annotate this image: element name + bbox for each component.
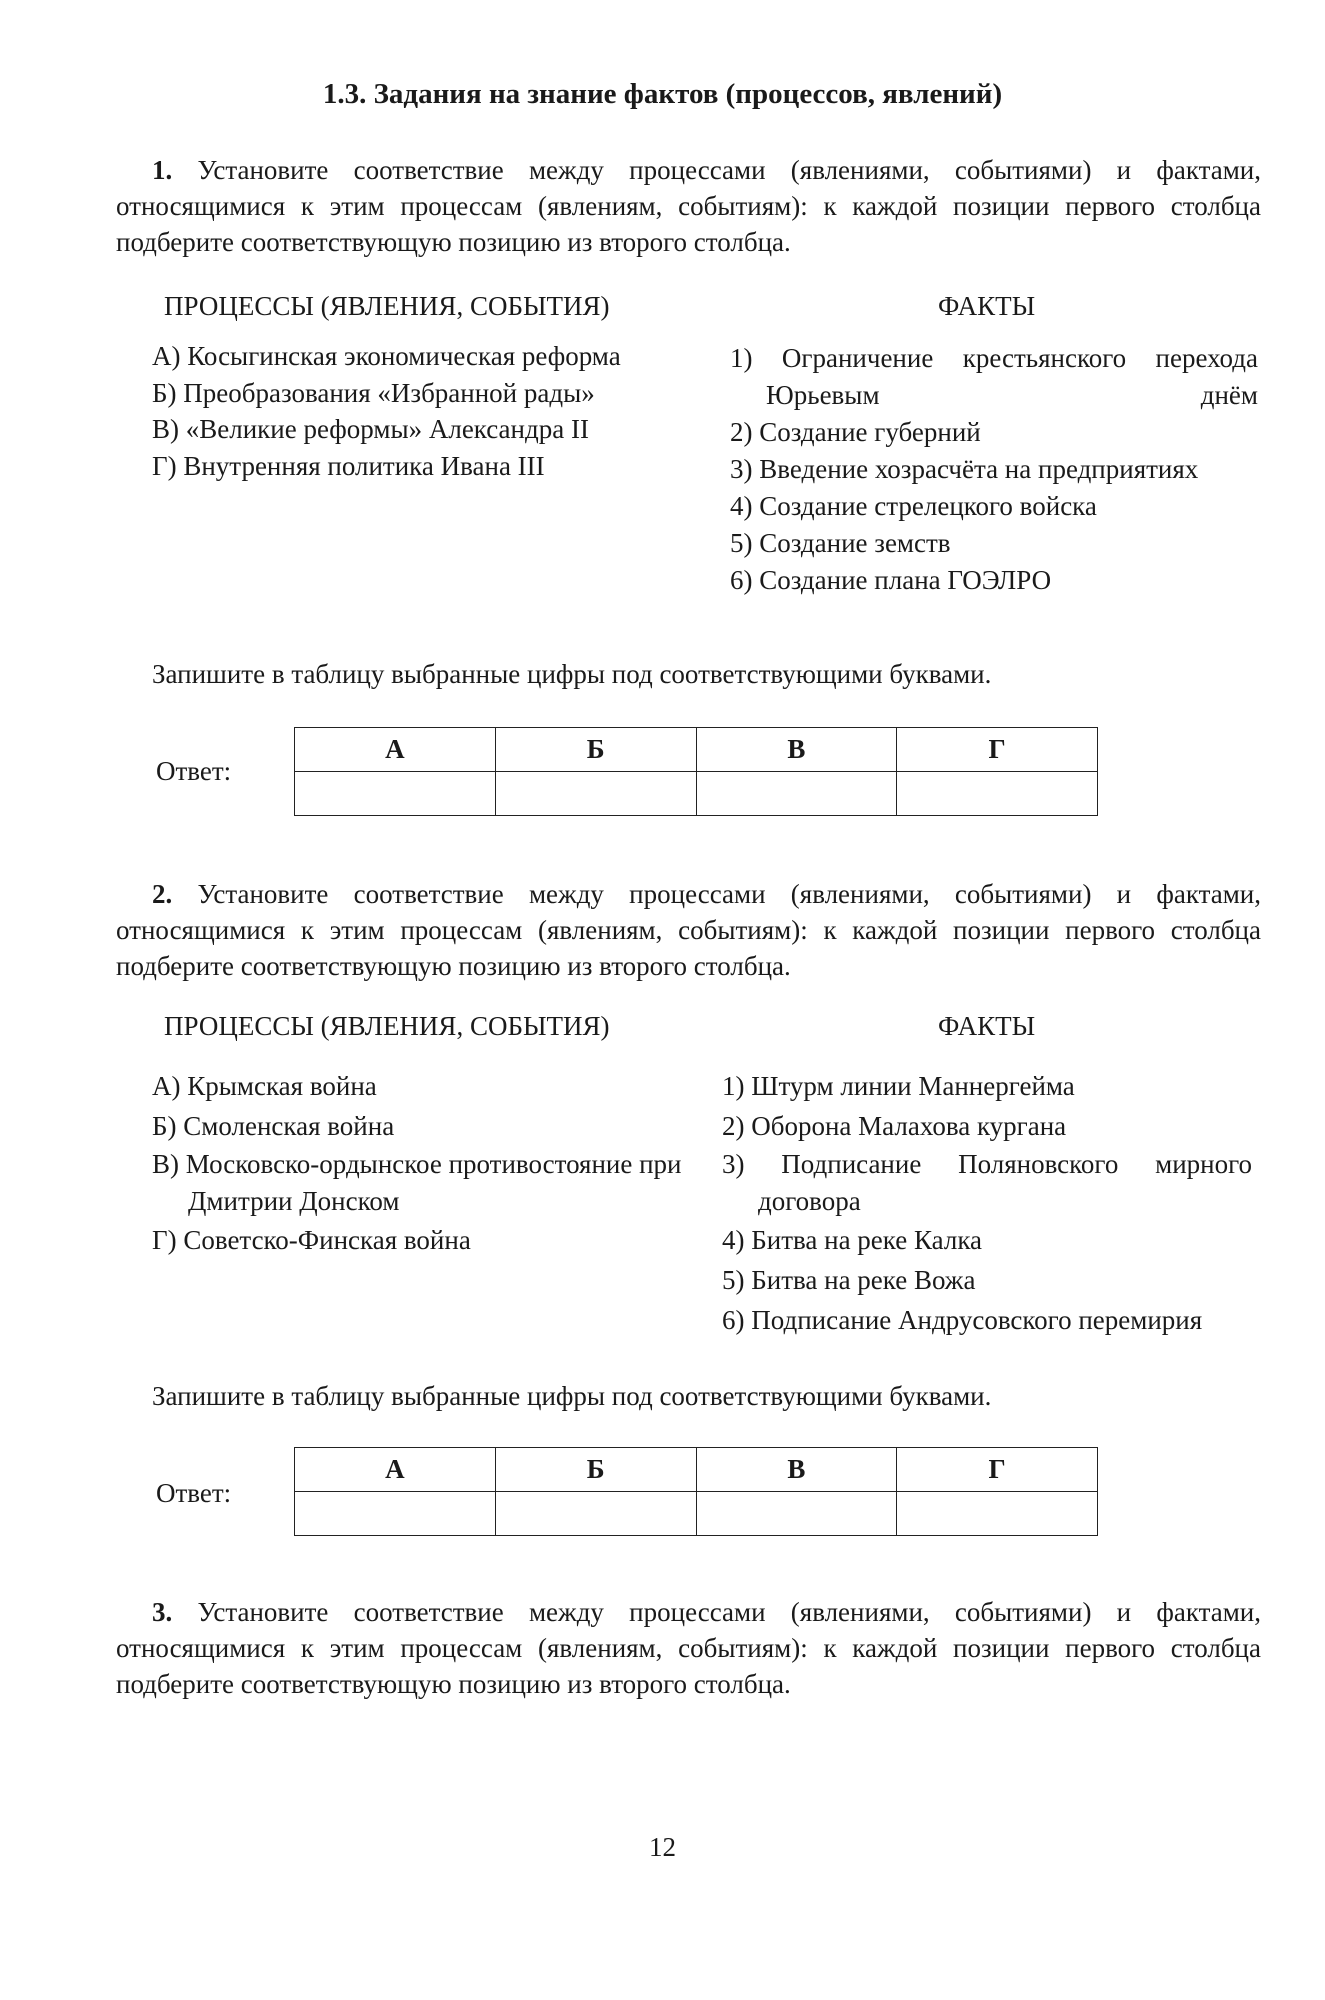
list-item: 5) Битва на реке Вожа xyxy=(722,1265,976,1295)
task-1-processes-list xyxy=(152,338,712,484)
list-item: 4) Создание стрелецкого войска xyxy=(730,491,1097,521)
list-item: 6) Подписание Андрусовского перемирия xyxy=(722,1305,1203,1335)
list-item: В) «Великие реформы» Александра II xyxy=(152,414,589,444)
table-row xyxy=(295,1448,1098,1492)
task-2-processes-list xyxy=(152,1066,692,1260)
task-1-answer-label: Ответ: xyxy=(156,756,232,786)
task-2-instruction: Запишите в таблицу выбранные цифры под соответствующими буквами. xyxy=(152,1381,992,1411)
list-item: А) Косыгинская экономическая реформа xyxy=(152,341,621,371)
list-item: А) Крымская война xyxy=(152,1071,377,1101)
task-1-answer-table xyxy=(294,727,1098,816)
list-item: В) Московско-ордынское противостояние при Дмитрии Донском xyxy=(152,1149,682,1216)
task-2-body: Установите соответствие между процессами (явлениями, событиями) и фактами, относящимися к этим процессам (явлениям, событиям): к каждой позиции первого столбца подберите соответствующую позицию из второго столбца. xyxy=(116,879,1262,981)
list-item: Б) Смоленская война xyxy=(152,1111,395,1141)
answer-header-cell: Г xyxy=(897,728,1098,772)
task-2-text xyxy=(116,876,1261,984)
task-1-number: 1. xyxy=(152,155,173,185)
table-row xyxy=(295,772,1098,816)
list-item: Г) Внутренняя политика Ивана III xyxy=(152,450,545,481)
answer-input-cell[interactable] xyxy=(897,772,1098,816)
list-item: Б) Преобразования «Избранной рады» xyxy=(152,377,595,408)
list-item: 4) Битва на реке Калка xyxy=(722,1225,983,1255)
page-number: 12 xyxy=(649,1832,676,1862)
answer-input-cell[interactable] xyxy=(696,1492,897,1536)
list-item: 6) Создание плана ГОЭЛРО xyxy=(730,565,1052,595)
answer-input-cell[interactable] xyxy=(897,1492,1098,1536)
task-1-text xyxy=(116,152,1261,260)
task-1-processes-header: ПРОЦЕССЫ (ЯВЛЕНИЯ, СОБЫТИЯ) xyxy=(164,291,610,321)
answer-input-cell[interactable] xyxy=(495,772,696,816)
answer-input-cell[interactable] xyxy=(295,772,496,816)
table-row xyxy=(295,728,1098,772)
task-2-answer-table xyxy=(294,1447,1098,1536)
list-item: 5) Создание земств xyxy=(730,528,951,558)
task-1-facts-header: ФАКТЫ xyxy=(938,291,1036,321)
list-item: 1) Штурм линии Маннергейма xyxy=(722,1071,1075,1101)
section-title: 1.3. Задания на знание фактов (процессов, явлений) xyxy=(322,78,1003,110)
list-item: 3) Введение хозрасчёта на предприятиях xyxy=(730,454,1199,484)
task-2-facts-list xyxy=(722,1066,1252,1340)
list-item: 2) Создание губерний xyxy=(730,417,981,447)
answer-header-cell: В xyxy=(696,728,897,772)
task-2-processes-header: ПРОЦЕССЫ (ЯВЛЕНИЯ, СОБЫТИЯ) xyxy=(164,1011,610,1041)
task-1-instruction: Запишите в таблицу выбранные цифры под соответствующими буквами. xyxy=(152,659,992,689)
answer-input-cell[interactable] xyxy=(696,772,897,816)
list-item: Г) Советско-Финская война xyxy=(152,1225,471,1255)
answer-header-cell: Г xyxy=(897,1448,1098,1492)
task-1-facts-list xyxy=(730,340,1258,599)
answer-input-cell[interactable] xyxy=(295,1492,496,1536)
list-item: 3) Подписание Поляновского мирного договора xyxy=(722,1149,1252,1216)
task-3-body: Установите соответствие между процессами (явлениями, событиями) и фактами, относящимися к этим процессам (явлениям, событиям): к каждой позиции первого столбца подберите соответствующую позицию из второго столбца. xyxy=(116,1597,1262,1699)
task-2-number: 2. xyxy=(152,879,173,909)
answer-header-cell: Б xyxy=(495,1448,696,1492)
answer-header-cell: А xyxy=(295,1448,496,1492)
answer-header-cell: В xyxy=(696,1448,897,1492)
answer-input-cell[interactable] xyxy=(495,1492,696,1536)
answer-header-cell: А xyxy=(295,728,496,772)
task-3-number: 3. xyxy=(152,1597,173,1627)
table-row xyxy=(295,1492,1098,1536)
answer-header-cell: Б xyxy=(495,728,696,772)
list-item: 2) Оборона Малахова кургана xyxy=(722,1111,1067,1141)
list-item: 1) Ограничение крестьянского перехода Юрьевым днём xyxy=(730,343,1258,410)
task-2-answer-label: Ответ: xyxy=(156,1478,232,1508)
task-2-facts-header: ФАКТЫ xyxy=(938,1011,1036,1041)
task-1-body: Установите соответствие между процессами (явлениями, событиями) и фактами, относящимися к этим процессам (явлениям, событиям): к каждой позиции первого столбца подберите соответствующую позицию из второго столбца. xyxy=(116,155,1262,257)
task-3-text xyxy=(116,1594,1261,1702)
